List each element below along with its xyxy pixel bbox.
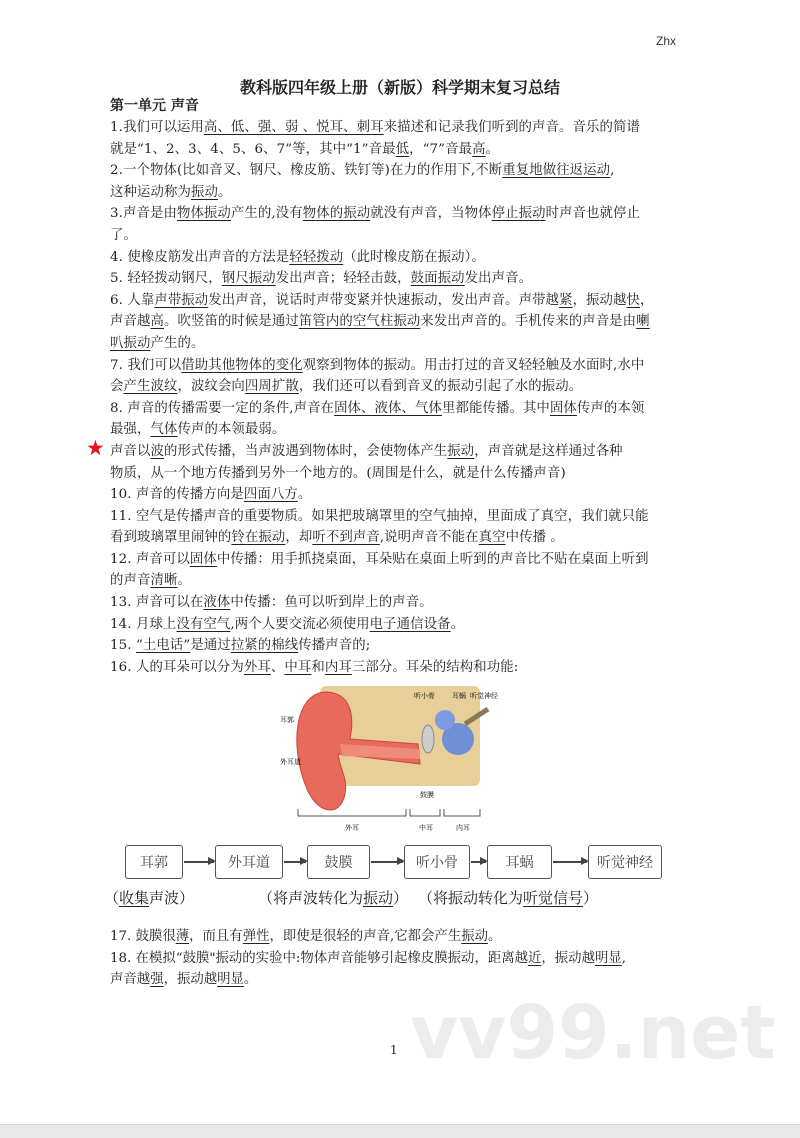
underlined-answer: 没有空气	[176, 616, 231, 632]
text-run: ,两个人要交流必须使用	[230, 616, 370, 632]
underlined-answer: 收集	[119, 889, 150, 907]
arrow-icon	[184, 861, 214, 863]
text-run: 发出声音；轻轻击鼓，	[275, 271, 411, 287]
text-run: 的声音	[110, 573, 151, 589]
text-run: 和	[311, 659, 325, 675]
underlined-answer: 高	[472, 141, 486, 157]
text-line	[110, 969, 626, 991]
underlined-answer: 高、低、强、弱 、悦耳、刺耳	[203, 120, 384, 135]
text-run: 传声的本领	[576, 400, 645, 416]
header-tag: Zhx	[656, 34, 677, 48]
text-run: 6. 人靠	[110, 292, 155, 308]
text-run: 观察到物体的振动。用击打过的音叉轻轻触及水面时,水中	[302, 357, 645, 373]
page-number: 1	[390, 1043, 398, 1057]
underlined-answer: 近	[528, 950, 542, 966]
underlined-answer: 弹性	[242, 929, 270, 944]
text-run: 中传播 。	[505, 530, 564, 546]
text-line	[110, 463, 710, 485]
text-line	[110, 160, 710, 182]
label-ear-canal: 外耳道	[280, 758, 301, 766]
text-run: 来描述和记录我们听到的声音。音乐的简谱	[383, 120, 640, 135]
text-run: ,	[610, 163, 615, 179]
label-cochlea: 耳蜗	[452, 692, 466, 700]
text-run: 物质，从一个地方传播到另外一个地方的。(周围是什么，就是什么传播声音)	[110, 465, 566, 481]
underlined-answer: 外耳	[243, 659, 271, 675]
text-run: 7. 我们可以	[110, 357, 182, 373]
text-run: 声音以	[110, 443, 151, 459]
text-line	[110, 355, 710, 377]
text-line	[110, 614, 710, 636]
text-line	[110, 484, 710, 506]
underlined-answer: 钢尺振动	[221, 271, 276, 287]
text-run: 时声音也就停止	[545, 206, 641, 222]
arrow-icon	[371, 861, 403, 863]
text-run: 的形式传播，当声波遇到物体时，会使物体产生	[163, 443, 448, 459]
underlined-answer: 真空	[478, 530, 506, 546]
text-run: 8. 声音的传播需要一定的条件,声音在	[110, 400, 335, 416]
flow-step-eardrum: 鼓膜	[307, 845, 370, 879]
text-run: 了。	[110, 227, 137, 243]
underlined-answer: 高	[150, 314, 164, 330]
text-run: 。	[243, 972, 258, 988]
text-line	[110, 117, 710, 139]
text-run: ,说明声音不能在	[379, 530, 479, 546]
watermark: vv99.net	[410, 990, 776, 1076]
label-inner-ear: 内耳	[456, 824, 470, 832]
text-line	[110, 592, 710, 614]
underlined-answer: 气体	[150, 422, 178, 438]
text-run: ，即使是很轻的声音,它都会产生	[269, 929, 462, 944]
text-run: 16. 人的耳朵可以分为	[110, 659, 244, 675]
text-line	[110, 549, 710, 571]
text-run: 12. 声音可以	[110, 551, 190, 567]
text-run: 产生的。	[150, 335, 205, 351]
underlined-answer: 产生波纹	[123, 379, 178, 395]
underlined-answer: 拉紧的棉线	[230, 638, 299, 654]
underlined-answer: 鼓面振动	[410, 271, 465, 287]
text-run: ，波纹会向	[177, 379, 245, 395]
text-run: 。吹竖笛的时候是通过	[163, 314, 299, 330]
text-run: 18. 在模拟“鼓膜"振动的实验中:物体声音能够引起橡皮膜振动，距离越	[110, 950, 529, 966]
text-run: 看到玻璃罩里闹钟的	[110, 530, 232, 546]
caption-to-vibration	[258, 887, 408, 908]
underlined-answer: 喇	[636, 314, 650, 330]
underlined-answer: 听觉信号	[523, 889, 584, 907]
unit-heading: 第一单元 声音	[110, 98, 199, 114]
text-run: 来发出声音的。手机传来的声音是由	[420, 314, 637, 330]
text-run: 是通过	[190, 638, 231, 654]
text-line	[110, 527, 710, 549]
text-line	[110, 376, 710, 398]
underlined-answer: 声带振动	[154, 292, 209, 308]
text-line	[110, 247, 710, 269]
text-run: 里都能传播。其中	[442, 400, 550, 416]
text-run: ，振动越	[572, 292, 627, 308]
text-run: 14. 月球上	[110, 616, 177, 632]
text-run: 。	[487, 929, 502, 944]
underlined-answer: 借助其他物体的变化	[181, 357, 303, 373]
page-bottom-edge	[0, 1124, 800, 1138]
text-line	[110, 268, 710, 290]
text-line	[110, 203, 710, 225]
text-run: 就没有声音，当物体	[370, 206, 492, 222]
text-line	[110, 570, 710, 592]
text-run: ，我们还可以看到音叉的振动引起了水的振动。	[298, 379, 583, 395]
eardrum-shape	[422, 725, 434, 753]
text-line	[110, 506, 710, 528]
underlined-answer: 重复地做往返运动	[502, 163, 611, 179]
underlined-answer: 听不到声音	[312, 530, 380, 546]
text-line	[110, 225, 710, 247]
text-run: （将振动转化为	[418, 889, 524, 907]
text-run: 声音越	[110, 314, 151, 330]
underlined-answer: 薄	[175, 929, 190, 944]
label-ossicles: 听小骨	[414, 692, 435, 700]
text-run: 这种运动称为	[110, 184, 191, 200]
text-run: 10. 声音的传播方向是	[110, 487, 244, 503]
flow-step-ear-canal: 外耳道	[215, 845, 283, 879]
underlined-answer: 清晰	[150, 573, 178, 589]
text-run: ，而且有	[189, 929, 243, 944]
underlined-answer: 轻轻拨动	[289, 249, 344, 265]
text-run: 三部分。耳朵的结构和功能:	[351, 659, 519, 675]
body-text-tail	[110, 926, 626, 991]
text-run: 产生的,没有	[230, 206, 303, 222]
text-run: ，	[640, 292, 654, 308]
text-run: 。	[297, 487, 312, 503]
text-line	[110, 441, 710, 463]
text-run: （此时橡皮筋在振动）。	[343, 249, 485, 265]
underlined-answer: 四周扩散	[244, 379, 299, 395]
text-run: ，振动越	[163, 972, 218, 988]
label-eardrum: 鼓膜	[420, 791, 434, 799]
text-run: 11. 空气是传播声音的重要物质。如果把玻璃罩里的空气抽掉，里面成了真空，我们就只能	[110, 508, 649, 524]
star-icon: ★	[86, 436, 105, 460]
text-line	[110, 398, 710, 420]
underlined-answer: 快	[626, 292, 641, 308]
text-run: 。	[177, 573, 191, 589]
section-brackets	[298, 809, 480, 816]
text-run: ，振动越	[541, 950, 595, 966]
text-line	[110, 311, 710, 333]
text-run: 中传播：鱼可以听到岸上的声音。	[230, 595, 433, 611]
underlined-answer: 明显	[594, 950, 622, 966]
text-run: 发出声音，说话时声带变紧并快速振动，发出声音。声带越	[208, 292, 560, 308]
text-run: （将声波转化为	[258, 889, 364, 907]
text-line	[110, 419, 710, 441]
text-run: ，却	[285, 530, 313, 546]
arrow-icon	[284, 861, 306, 863]
underlined-answer: 内耳	[324, 659, 352, 675]
text-run: 会	[110, 379, 124, 395]
underlined-answer: 强	[150, 972, 164, 988]
text-line	[110, 333, 710, 355]
text-run: ）	[583, 889, 599, 907]
text-run: 。	[485, 141, 500, 157]
semicircular-shape	[435, 710, 455, 730]
arrow-icon	[471, 861, 486, 863]
underlined-answer: 四面八方	[243, 487, 298, 503]
flow-step-auditory-nerve: 听觉神经	[588, 845, 662, 879]
underlined-answer: 电子通信设备	[369, 616, 451, 632]
underlined-answer: 振动	[190, 184, 218, 200]
underlined-answer: 固体	[189, 551, 217, 567]
underlined-answer: 紧	[559, 292, 573, 308]
underlined-answer: 叭振动	[110, 335, 151, 351]
flow-step-ossicles: 听小骨	[404, 845, 470, 879]
text-run: 最强，	[110, 422, 151, 438]
label-middle-ear: 中耳	[419, 824, 433, 832]
text-line	[110, 657, 710, 679]
underlined-answer: 停止振动	[491, 206, 546, 222]
text-run: ,	[621, 950, 627, 966]
underlined-answer: 液体	[203, 595, 231, 611]
text-run: 1.我们可以运用	[110, 120, 204, 135]
underlined-answer: 振动	[461, 929, 488, 944]
flow-step-cochlea: 耳蜗	[487, 845, 552, 879]
text-line	[110, 182, 710, 204]
flow-step-auricle: 耳郭	[125, 845, 183, 879]
underlined-answer: 低	[395, 141, 410, 157]
text-line	[110, 635, 710, 657]
text-run: 声音越	[110, 972, 151, 988]
underlined-answer: 振动	[363, 889, 394, 907]
ear-diagram	[270, 684, 510, 834]
text-run: 13. 声音可以在	[110, 595, 204, 611]
label-auditory-nerve: 听觉神经	[470, 692, 498, 700]
body-text	[110, 117, 710, 678]
label-outer-ear: 外耳	[345, 824, 359, 832]
text-run: 传声的本领最弱。	[177, 422, 286, 438]
caption-collect	[104, 887, 194, 908]
text-run: ，“7”音最	[409, 141, 473, 157]
text-run: 17. 鼓膜很	[110, 929, 176, 944]
text-run: 2.一个物体(比如音叉、钢尺、橡皮筋、铁钉等)在力的作用下,不断	[110, 163, 503, 179]
text-run: 5. 轻轻拨动钢尺，	[110, 271, 222, 287]
text-run: 。	[450, 616, 465, 632]
text-line	[110, 290, 710, 312]
text-line	[110, 139, 710, 161]
underlined-answer: 明显	[217, 972, 244, 988]
text-run: 声波）	[149, 889, 195, 907]
underlined-answer: 铃在振动	[231, 530, 286, 546]
text-run: ，声音就是这样通过各种	[474, 443, 623, 459]
label-auricle: 耳郭	[280, 716, 294, 724]
underlined-answer: 中耳	[284, 659, 312, 675]
text-run: 就是“1、2、3、4、5、6、7”等，其中“1”音最	[110, 141, 396, 157]
caption-to-signal	[418, 887, 598, 908]
underlined-answer: “土电话”	[135, 638, 191, 654]
text-run: （	[104, 889, 120, 907]
text-run: 传播声音的;	[298, 638, 371, 654]
text-run: 发出声音。	[464, 271, 533, 287]
underlined-answer: 振动	[447, 443, 475, 459]
text-run: 15.	[110, 638, 136, 654]
text-line	[110, 948, 626, 970]
underlined-answer: 物体振动	[176, 206, 231, 222]
arrow-icon	[553, 861, 587, 863]
underlined-answer: 笛管内的空气柱振动	[298, 314, 421, 330]
text-run: 中传播：用手抓挠桌面，耳朵贴在桌面上听到的声音比不贴在桌面上听到	[216, 551, 649, 567]
underlined-answer: 物体的振动	[302, 206, 371, 222]
underlined-answer: 固体、液体、气体	[334, 400, 442, 416]
underlined-answer: 固体	[549, 400, 577, 416]
text-line	[110, 926, 626, 948]
underlined-answer: 波	[150, 443, 164, 459]
text-run: 3.声音是由	[110, 206, 177, 222]
text-run: 4. 使橡皮筋发出声音的方法是	[110, 249, 290, 265]
page-title: 教科版四年级上册（新版）科学期末复习总结	[239, 78, 560, 97]
text-run: 、	[270, 659, 285, 675]
text-run: ）	[393, 889, 409, 907]
text-run: 。	[217, 184, 232, 200]
